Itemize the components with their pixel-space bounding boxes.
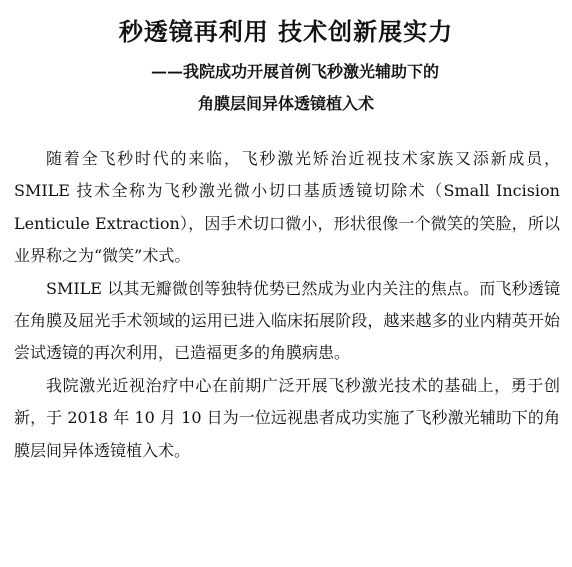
document-subtitle-line-2: 角膜层间异体透镜植入术	[197, 94, 374, 113]
article-body	[14, 143, 560, 467]
document-subtitle-line-1: ——我院成功开展首例飞秒激光辅助下的	[150, 62, 439, 81]
document-title: 秒透镜再利用 技术创新展实力	[118, 17, 454, 46]
body-paragraph-2: SMILE 以其无瓣微创等独特优势已然成为业内关注的焦点。而飞秒透镜在角膜及屈光手术领域的运用已进入临床拓展阶段，越来越多的业内精英开始尝试透镜的再次利用，已造福更多的角膜病患。	[14, 278, 560, 363]
body-paragraph-1: 随着全飞秒时代的来临，飞秒激光矫治近视技术家族又添新成员，SMILE 技术全称为飞秒激光微小切口基质透镜切除术（Small Incision Lenticule Extraction），因手术切口微小，形状很像一个微笑的笑脸，所以业界称之为“微笑”术式。	[14, 149, 560, 266]
body-paragraph-3: 我院激光近视治疗中心在前期广泛开展飞秒激光技术的基础上，勇于创新，于 2018 年 10 月 10 日为一位远视患者成功实施了飞秒激光辅助下的角膜层间异体透镜植入术。	[14, 375, 560, 460]
